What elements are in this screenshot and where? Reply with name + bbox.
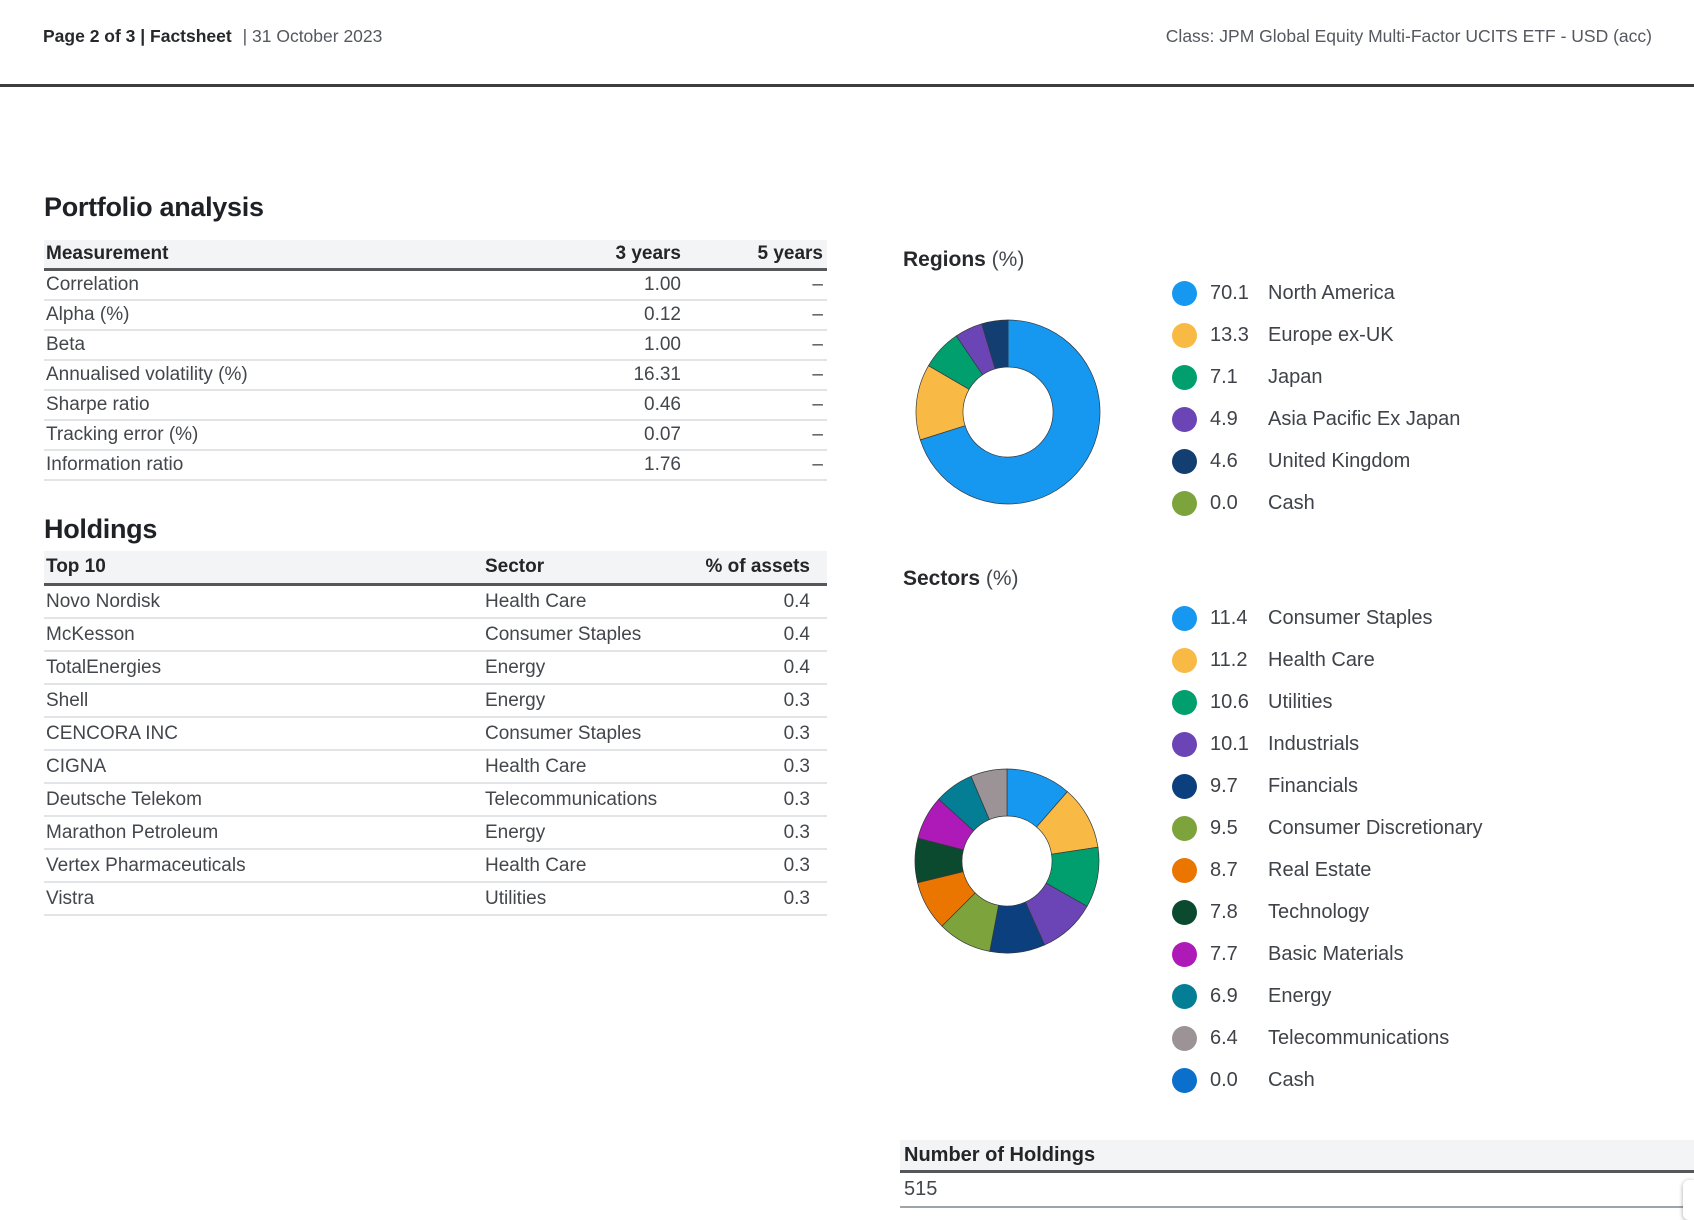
legend-label: Consumer Staples — [1268, 606, 1433, 629]
table-row — [44, 420, 827, 450]
legend-value: 13.3 — [1210, 323, 1249, 346]
table-cell: 1.00 — [509, 270, 681, 301]
legend-value: 9.7 — [1210, 774, 1238, 797]
table-row — [44, 816, 827, 849]
report-date-label: | 31 October 2023 — [242, 26, 383, 46]
number-of-holdings-section — [900, 1140, 1694, 1208]
legend-swatch-icon — [1172, 1026, 1197, 1051]
table-cell: Beta — [44, 330, 509, 360]
table-row — [44, 651, 827, 684]
sectors-donut-chart — [913, 767, 1101, 955]
legend-swatch-icon — [1172, 606, 1197, 631]
legend-item — [1172, 933, 1483, 975]
legend-item — [1172, 1017, 1483, 1059]
legend-swatch-icon — [1172, 858, 1197, 883]
table-cell: McKesson — [44, 618, 483, 651]
legend-label: Financials — [1268, 774, 1359, 797]
legend-label: Health Care — [1268, 648, 1375, 671]
table-row — [44, 390, 827, 420]
legend-value: 10.1 — [1210, 732, 1249, 755]
table-cell: Sharpe ratio — [44, 390, 509, 420]
page-number-label: Page 2 of 3 | Factsheet — [43, 26, 232, 46]
table-cell: Alpha (%) — [44, 300, 509, 330]
column-header-top10: Top 10 — [44, 551, 483, 585]
holdings-table — [44, 551, 827, 916]
table-row — [44, 783, 827, 816]
table-cell: Shell — [44, 684, 483, 717]
holdings-title: Holdings — [44, 514, 158, 544]
table-cell: 0.4 — [685, 585, 827, 619]
table-cell: Energy — [483, 684, 685, 717]
legend-item — [1172, 891, 1483, 933]
legend-item — [1172, 639, 1483, 681]
legend-label: Utilities — [1268, 690, 1333, 713]
table-row — [44, 360, 827, 390]
table-row — [44, 330, 827, 360]
table-cell: CENCORA INC — [44, 717, 483, 750]
table-cell: 0.4 — [685, 651, 827, 684]
legend-value: 7.8 — [1210, 900, 1238, 923]
table-cell: Novo Nordisk — [44, 585, 483, 619]
legend-item — [1172, 849, 1483, 891]
table-cell: Health Care — [483, 750, 685, 783]
page-meta — [43, 26, 382, 47]
legend-swatch-icon — [1172, 407, 1197, 432]
legend-label: Technology — [1268, 900, 1370, 923]
legend-swatch-icon — [1172, 984, 1197, 1009]
portfolio-analysis-table — [44, 240, 827, 481]
table-row — [44, 750, 827, 783]
legend-swatch-icon — [1172, 281, 1197, 306]
legend-label: Cash — [1268, 1068, 1315, 1091]
table-cell: Marathon Petroleum — [44, 816, 483, 849]
table-cell: – — [681, 300, 827, 330]
legend-item — [1172, 482, 1460, 524]
table-row — [44, 684, 827, 717]
table-header-row — [44, 240, 827, 270]
legend-item — [1172, 398, 1460, 440]
legend-value: 0.0 — [1210, 491, 1238, 514]
legend-value: 6.9 — [1210, 984, 1238, 1007]
table-row — [44, 270, 827, 301]
legend-item — [1172, 807, 1483, 849]
legend-label: Japan — [1268, 365, 1323, 388]
header-divider — [0, 84, 1694, 87]
number-of-holdings-value: 515 — [900, 1173, 1694, 1208]
table-cell: Consumer Staples — [483, 618, 685, 651]
table-cell: – — [681, 270, 827, 301]
column-header-5years: 5 years — [681, 240, 827, 270]
legend-value: 10.6 — [1210, 690, 1249, 713]
table-cell: – — [681, 360, 827, 390]
legend-item — [1172, 975, 1483, 1017]
table-cell: Tracking error (%) — [44, 420, 509, 450]
table-cell: Vertex Pharmaceuticals — [44, 849, 483, 882]
legend-item — [1172, 597, 1483, 639]
table-cell: – — [681, 450, 827, 480]
column-header-sector: Sector — [483, 551, 685, 585]
legend-label: Cash — [1268, 491, 1315, 514]
table-cell: 0.3 — [685, 849, 827, 882]
table-cell: Consumer Staples — [483, 717, 685, 750]
table-cell: Deutsche Telekom — [44, 783, 483, 816]
table-row — [44, 585, 827, 619]
table-cell: 0.07 — [509, 420, 681, 450]
legend-value: 6.4 — [1210, 1026, 1238, 1049]
table-cell: – — [681, 330, 827, 360]
legend-label: Real Estate — [1268, 858, 1372, 881]
legend-item — [1172, 440, 1460, 482]
legend-swatch-icon — [1172, 690, 1197, 715]
legend-swatch-icon — [1172, 732, 1197, 757]
legend-swatch-icon — [1172, 323, 1197, 348]
legend-label: North America — [1268, 281, 1395, 304]
legend-value: 9.5 — [1210, 816, 1238, 839]
legend-value: 11.2 — [1210, 648, 1248, 671]
legend-value: 7.1 — [1210, 365, 1238, 388]
legend-label: Consumer Discretionary — [1268, 816, 1483, 839]
column-header-measurement: Measurement — [44, 240, 509, 270]
legend-label: Energy — [1268, 984, 1332, 1007]
table-cell: 0.3 — [685, 750, 827, 783]
legend-value: 70.1 — [1210, 281, 1249, 304]
table-cell: Health Care — [483, 849, 685, 882]
table-cell: Information ratio — [44, 450, 509, 480]
table-cell: Health Care — [483, 585, 685, 619]
table-cell: 1.00 — [509, 330, 681, 360]
legend-item — [1172, 356, 1460, 398]
legend-label: Basic Materials — [1268, 942, 1404, 965]
table-header-row — [44, 551, 827, 585]
table-cell: Telecommunications — [483, 783, 685, 816]
share-class-label: Class: JPM Global Equity Multi-Factor UCITS ETF - USD (acc) — [1165, 26, 1652, 46]
page-header — [43, 26, 1652, 47]
legend-item — [1172, 272, 1460, 314]
legend-value: 11.4 — [1210, 606, 1248, 629]
table-row — [44, 618, 827, 651]
table-row — [44, 450, 827, 480]
table-cell: Energy — [483, 816, 685, 849]
legend-label: Telecommunications — [1268, 1026, 1450, 1049]
table-cell: 0.3 — [685, 816, 827, 849]
portfolio-analysis-title: Portfolio analysis — [44, 192, 264, 222]
table-row — [44, 849, 827, 882]
legend-label: Europe ex-UK — [1268, 323, 1394, 346]
table-cell: TotalEnergies — [44, 651, 483, 684]
legend-label: United Kingdom — [1268, 449, 1411, 472]
legend-value: 4.6 — [1210, 449, 1238, 472]
column-header-3years: 3 years — [509, 240, 681, 270]
table-row — [44, 882, 827, 915]
legend-swatch-icon — [1172, 365, 1197, 390]
table-cell: 0.4 — [685, 618, 827, 651]
legend-item — [1172, 1059, 1483, 1101]
table-row — [44, 717, 827, 750]
table-cell: 0.3 — [685, 882, 827, 915]
legend-swatch-icon — [1172, 774, 1197, 799]
table-cell: – — [681, 420, 827, 450]
legend-label: Asia Pacific Ex Japan — [1268, 407, 1461, 430]
table-cell: 0.12 — [509, 300, 681, 330]
sectors-legend — [1172, 597, 1483, 1101]
legend-swatch-icon — [1172, 1068, 1197, 1093]
legend-item — [1172, 723, 1483, 765]
table-cell: 0.46 — [509, 390, 681, 420]
scrollbar-thumb[interactable] — [1683, 1180, 1694, 1220]
table-cell: 1.76 — [509, 450, 681, 480]
regions-chart-title: Regions (%) — [903, 248, 1025, 271]
legend-swatch-icon — [1172, 900, 1197, 925]
table-cell: 0.3 — [685, 717, 827, 750]
legend-swatch-icon — [1172, 816, 1197, 841]
legend-swatch-icon — [1172, 449, 1197, 474]
regions-donut-chart — [914, 318, 1102, 506]
number-of-holdings-label: Number of Holdings — [900, 1140, 1694, 1173]
column-header-pct-assets: % of assets — [685, 551, 827, 585]
table-cell: Annualised volatility (%) — [44, 360, 509, 390]
legend-item — [1172, 314, 1460, 356]
table-cell: Utilities — [483, 882, 685, 915]
table-cell: CIGNA — [44, 750, 483, 783]
table-cell: 16.31 — [509, 360, 681, 390]
regions-legend — [1172, 272, 1460, 524]
table-cell: Correlation — [44, 270, 509, 301]
legend-value: 4.9 — [1210, 407, 1238, 430]
legend-label: Industrials — [1268, 732, 1360, 755]
legend-swatch-icon — [1172, 491, 1197, 516]
legend-value: 8.7 — [1210, 858, 1238, 881]
legend-item — [1172, 681, 1483, 723]
legend-item — [1172, 765, 1483, 807]
table-row — [44, 300, 827, 330]
legend-value: 0.0 — [1210, 1068, 1238, 1091]
table-cell: – — [681, 390, 827, 420]
table-cell: 0.3 — [685, 684, 827, 717]
legend-swatch-icon — [1172, 648, 1197, 673]
legend-value: 7.7 — [1210, 942, 1238, 965]
table-cell: Vistra — [44, 882, 483, 915]
sectors-chart-title: Sectors (%) — [903, 567, 1019, 590]
legend-swatch-icon — [1172, 942, 1197, 967]
table-cell: Energy — [483, 651, 685, 684]
table-cell: 0.3 — [685, 783, 827, 816]
